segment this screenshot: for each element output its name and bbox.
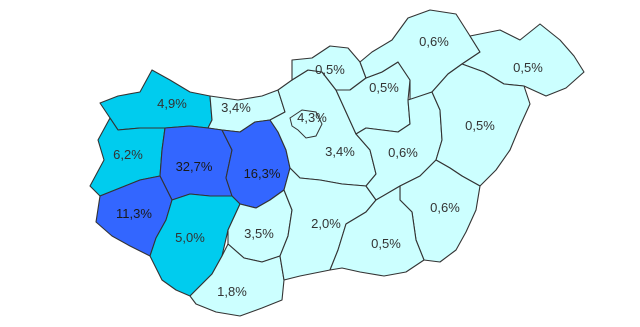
value-label-bekes: 0,6% xyxy=(430,200,460,215)
value-label-baranya: 1,8% xyxy=(217,284,247,299)
value-label-gyor: 4,9% xyxy=(157,96,187,111)
value-label-hajdu: 0,5% xyxy=(465,118,495,133)
value-label-szabolcs: 0,5% xyxy=(513,60,543,75)
county-gyor xyxy=(100,70,212,130)
value-label-zala: 11,3% xyxy=(116,206,152,221)
value-label-somogy: 5,0% xyxy=(175,230,205,245)
value-label-veszprem: 32,7% xyxy=(175,159,213,174)
value-label-jasz: 0,6% xyxy=(388,145,418,160)
value-label-nograd: 0,5% xyxy=(315,62,345,77)
value-label-vas: 6,2% xyxy=(113,147,143,162)
value-label-heves: 0,5% xyxy=(369,80,399,95)
value-label-komarom: 3,4% xyxy=(221,100,251,115)
value-label-fejer: 16,3% xyxy=(243,166,281,181)
value-label-bacs: 2,0% xyxy=(311,216,341,231)
value-label-csongrad: 0,5% xyxy=(371,236,401,251)
value-label-borsod: 0,6% xyxy=(419,34,449,49)
value-label-pest: 3,4% xyxy=(325,144,355,159)
value-label-budapest: 4,3% xyxy=(297,110,327,125)
value-label-tolna: 3,5% xyxy=(244,226,274,241)
